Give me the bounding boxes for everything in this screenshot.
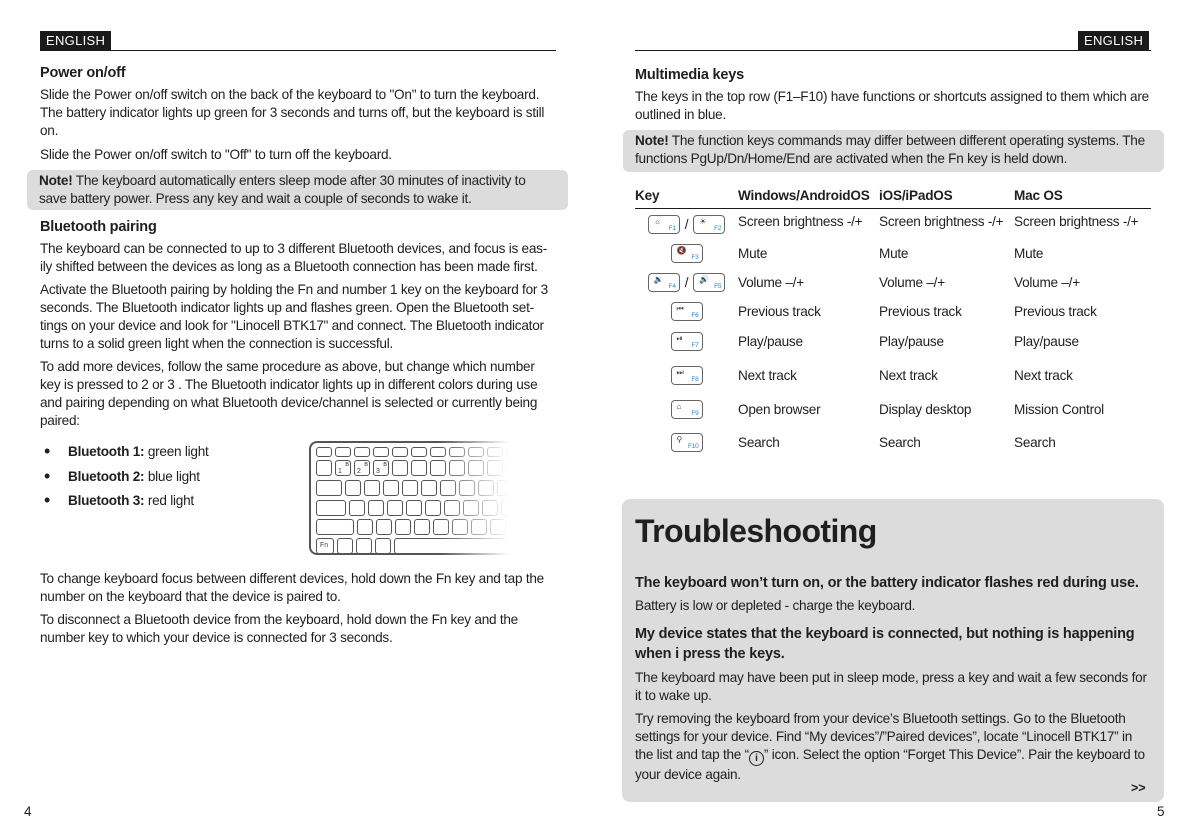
bluetooth-paragraph-2: Activate the Bluetooth pairing by holding the Fn and number 1 key on the keyboard for 3 seconds. The Bluetooth indicator lights up and flashes green. Open the Bluetooth set-tings on your device and look for "Linocell BTK17" and connect. The Bluetooth indicator turns to a solid green light when the connection is successful. (40, 282, 548, 351)
table-header-row (635, 184, 1151, 208)
table-row (635, 241, 1151, 270)
header-rule-right (635, 50, 1151, 51)
multimedia-note-label: Note! (635, 133, 669, 148)
f8-key-icon: ⏭ F8 (671, 366, 703, 385)
bluetooth-paragraph-1: The keyboard can be connected to up to 3 different Bluetooth devices, and focus is eas-ily shifted between the devices as long as a Bluetooth connection has been made first. (40, 241, 547, 274)
list-item: • Bluetooth 3: red light (40, 493, 300, 518)
table-row (635, 363, 1151, 397)
list-item: • Bluetooth 2: blue light (40, 469, 300, 494)
power-heading: Power on/off (40, 65, 126, 81)
column-header-mac: Mac OS (1014, 184, 1151, 208)
cell-mac: Play/pause (1014, 334, 1079, 349)
cell-mac: Volume –/+ (1014, 275, 1080, 290)
cell-mac: Screen brightness -/+ (1014, 213, 1139, 229)
function-key-table (635, 184, 1151, 462)
f9-key-icon: ⌂ F9 (671, 400, 703, 419)
multimedia-section (635, 67, 1155, 124)
key-1: 1 ʙ (335, 460, 351, 476)
multimedia-paragraph: The keys in the top row (F1–F10) have functions or shortcuts assigned to them which are outlined in blue. (635, 89, 1149, 122)
cell-mac: Mute (1014, 246, 1044, 261)
power-paragraph-1: Slide the Power on/off switch on the back of the keyboard to "On" to turn the keyboard. The battery indicator lights up green for 3 seconds and turns off, but the keyboard is still on. (40, 87, 545, 138)
table-row: 🔉 F4 / 🔊 F5 Volume –/+ Volume –/+ Volume –/+ (635, 270, 1151, 299)
table-row (635, 430, 1151, 462)
info-icon: i (749, 751, 764, 766)
multimedia-note (623, 130, 1164, 172)
cell-ios: Mute (879, 246, 909, 261)
bluetooth-paragraph-5: To disconnect a Bluetooth device from the keyboard, hold down the Fn key and the number key to which your device is connected for 3 seconds. (40, 612, 518, 645)
cell-ios: Volume –/+ (879, 275, 945, 290)
cell-windows: Open browser (738, 402, 821, 417)
key-fn: Fn (316, 538, 334, 554)
header-rule-left (40, 50, 556, 51)
key-3: 3 ʙ (373, 460, 389, 476)
troubleshooting-answer-3: Try removing the keyboard from your device’s Bluetooth settings. Go to the Bluetooth settings for your device. Find “My devices”/”Paired devices”, locate “Linocell BTK17” in the list and tap the “ i ” icon. Select the option “Forget This Device”. Pair the keyboard to your device again. (635, 711, 1145, 782)
power-paragraph-2: Slide the Power on/off switch to "Off" to turn off the keyboard. (40, 147, 392, 162)
cell-windows: Mute (738, 246, 768, 261)
key-2: 2 ʙ (354, 460, 370, 476)
page-number-right: 5 (1157, 804, 1165, 819)
language-label-right: ENGLISH (1078, 31, 1149, 50)
cell-windows: Play/pause (738, 334, 803, 349)
column-header-windows: Windows/AndroidOS (738, 184, 879, 208)
power-note-label: Note! (39, 173, 73, 188)
f10-key-icon: ⚲ F10 (671, 433, 703, 452)
f7-key-icon: ⏯ F7 (671, 332, 703, 351)
f6-key-icon: ⏮ F6 (671, 302, 703, 321)
keyboard-fade (439, 441, 509, 557)
troubleshooting-answer-1: Battery is low or depleted - charge the keyboard. (635, 598, 916, 613)
bluetooth-paragraph-3: To add more devices, follow the same procedure as above, but change which number key is pressed to 2 or 3 . The Bluetooth indicator lights up in different colors during use and pairing depending on what Bluetooth device/channel is selected or currently being paired: (40, 359, 538, 428)
list-item: • Bluetooth 1: green light (40, 444, 300, 469)
troubleshooting-title: Troubleshooting (635, 513, 877, 549)
power-section (40, 65, 558, 164)
table-row (635, 397, 1151, 430)
column-header-key: Key (635, 184, 738, 208)
cell-windows: Previous track (738, 304, 821, 319)
bluetooth-section (40, 219, 556, 430)
cell-windows: Volume –/+ (738, 275, 804, 290)
multimedia-note-text: The function keys commands may differ between different operating systems. The functions PgUp/Dn/Home/End are activated when the Fn key is held down. (635, 133, 1145, 166)
f5-key-icon: 🔊 F5 (693, 273, 725, 292)
troubleshooting-question-1: The keyboard won’t turn on, or the battery indicator flashes red during use. (635, 575, 1139, 591)
bluetooth-heading: Bluetooth pairing (40, 219, 157, 235)
f2-key-icon: ☀ F2 (693, 215, 725, 234)
cell-windows: Screen brightness -/+ (738, 213, 863, 229)
cell-windows: Next track (738, 368, 797, 383)
f3-key-icon: 🔇 F3 (671, 244, 703, 263)
bluetooth-focus-section (40, 570, 558, 647)
bluetooth-color-list (40, 444, 300, 518)
keyboard-illustration (309, 441, 509, 557)
cell-windows: Search (738, 435, 780, 450)
language-label-left: ENGLISH (40, 31, 111, 50)
cell-ios: Previous track (879, 304, 962, 319)
cell-ios: Play/pause (879, 334, 944, 349)
power-note (27, 170, 568, 210)
troubleshooting-question-2: My device states that the keyboard is connected, but nothing is happening when i press the keys. (635, 626, 1135, 662)
cell-ios: Next track (879, 368, 938, 383)
troubleshooting-answer-2: The keyboard may have been put in sleep mode, press a key and wait a few seconds for it to wake up. (635, 670, 1147, 703)
continue-arrow-icon: >> (1131, 781, 1146, 795)
f4-key-icon: 🔉 F4 (648, 273, 680, 292)
table-row (635, 299, 1151, 329)
cell-ios: Search (879, 435, 921, 450)
cell-mac: Mission Control (1014, 402, 1104, 417)
table-row (635, 329, 1151, 363)
cell-ios: Screen brightness -/+ (879, 213, 1004, 229)
table-row: ☼ F1 / ☀ F2 Screen brightness -/+ Screen brightness -/+ Screen brightness -/+ (635, 208, 1151, 241)
bluetooth-paragraph-4: To change keyboard focus between different devices, hold down the Fn key and tap the number on the keyboard that the device is paired to. (40, 571, 544, 604)
cell-ios: Display desktop (879, 402, 972, 417)
power-note-text: The keyboard automatically enters sleep mode after 30 minutes of inactivity to save battery power. Press any key and wait a couple of seconds to wake it. (39, 173, 526, 206)
column-header-ios: iOS/iPadOS (879, 184, 1014, 208)
cell-mac: Next track (1014, 368, 1073, 383)
cell-mac: Previous track (1014, 304, 1097, 319)
troubleshooting-panel (622, 499, 1164, 802)
page-number-left: 4 (24, 804, 32, 819)
f1-key-icon: ☼ F1 (648, 215, 680, 234)
cell-mac: Search (1014, 435, 1056, 450)
multimedia-heading: Multimedia keys (635, 67, 745, 83)
